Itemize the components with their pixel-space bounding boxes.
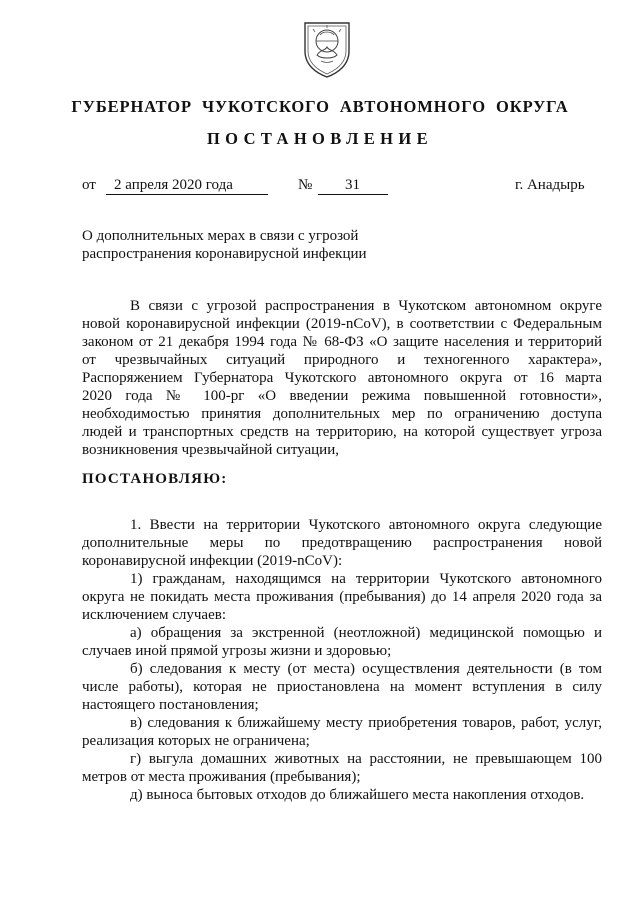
date-prefix: от [82, 177, 96, 193]
clause-line: в) следования к ближайшему месту приобретения товаров, работ, услуг, [130, 715, 602, 731]
preamble-line: новой коронавирусной инфекции (2019-nCoV), в соответствии с Федеральным [82, 316, 602, 332]
clause-line: случаев иной прямой угрозы жизни и здоровью; [82, 643, 392, 659]
clause-line: коронавирусной инфекции (2019-nCoV): [82, 553, 343, 569]
number-field [318, 176, 388, 195]
issuing-authority: ГУБЕРНАТОР ЧУКОТСКОГО АВТОНОМНОГО ОКРУГА [71, 97, 569, 116]
clauses [82, 516, 602, 804]
clause-line: 1. Ввести на территории Чукотского автономного округа следующие [130, 517, 602, 533]
resolve-heading: ПОСТАНОВЛЯЮ: [82, 471, 228, 487]
clause-line: настоящего постановления; [82, 697, 259, 713]
clause-line: г) выгула домашних животных на расстоянии, не превышающем 100 [130, 751, 602, 767]
preamble [82, 297, 602, 459]
clause-line: числе работы), которая не приостановлена на момент вступления в силу [82, 679, 602, 695]
clause-line: исключением случаев: [82, 607, 227, 623]
preamble-line: людей и транспортных средств на территорию, на которой существует угроза [82, 424, 602, 440]
place-of-issue: г. Анадырь [515, 177, 585, 193]
preamble-line: 2020 года № 100-рг «О введении режима повышенной готовности», [82, 388, 602, 404]
clause-line: округа не покидать места проживания (пребывания) до 14 апреля 2020 года за [82, 589, 602, 605]
date-field [106, 176, 268, 195]
subject-line: О дополнительных мерах в связи с угрозой [82, 228, 359, 244]
chukotka-coat-of-arms-icon [299, 17, 355, 79]
document-subject [82, 227, 367, 263]
clause-line: дополнительные меры по предотвращению распространения новой [82, 535, 602, 551]
subject-line: распространения коронавирусной инфекции [82, 246, 367, 262]
clause-line: 1) гражданам, находящимся на территории Чукотского автономного [130, 571, 602, 587]
preamble-line: необходимостью принятия дополнительных мер по ограничению доступа [82, 406, 602, 422]
preamble-line: возникновения чрезвычайной ситуации, [82, 442, 339, 458]
preamble-line: законом от 21 декабря 1994 года № 68-ФЗ «О защите населения и территорий [82, 334, 602, 350]
number-prefix: № [298, 177, 313, 193]
clause-line: метров от места проживания (пребывания); [82, 769, 361, 785]
clause-line: б) следования к месту (от места) осуществления деятельности (в том [130, 661, 602, 677]
preamble-line: В связи с угрозой распространения в Чукотском автономном округе [130, 298, 602, 314]
number-value: 31 [318, 177, 388, 195]
document-type-title: ПОСТАНОВЛЕНИЕ [206, 129, 434, 148]
clause-line: д) выноса бытовых отходов до ближайшего места накопления отходов. [130, 787, 585, 803]
preamble-line: от чрезвычайных ситуаций природного и техногенного характера», [82, 352, 602, 368]
date-value: 2 апреля 2020 года [106, 177, 268, 195]
clause-line: реализация которых не ограничена; [82, 733, 310, 749]
clause-line: а) обращения за экстренной (неотложной) медицинской помощью и [130, 625, 602, 641]
preamble-line: Распоряжением Губернатора Чукотского автономного округа от 16 марта [82, 370, 602, 386]
